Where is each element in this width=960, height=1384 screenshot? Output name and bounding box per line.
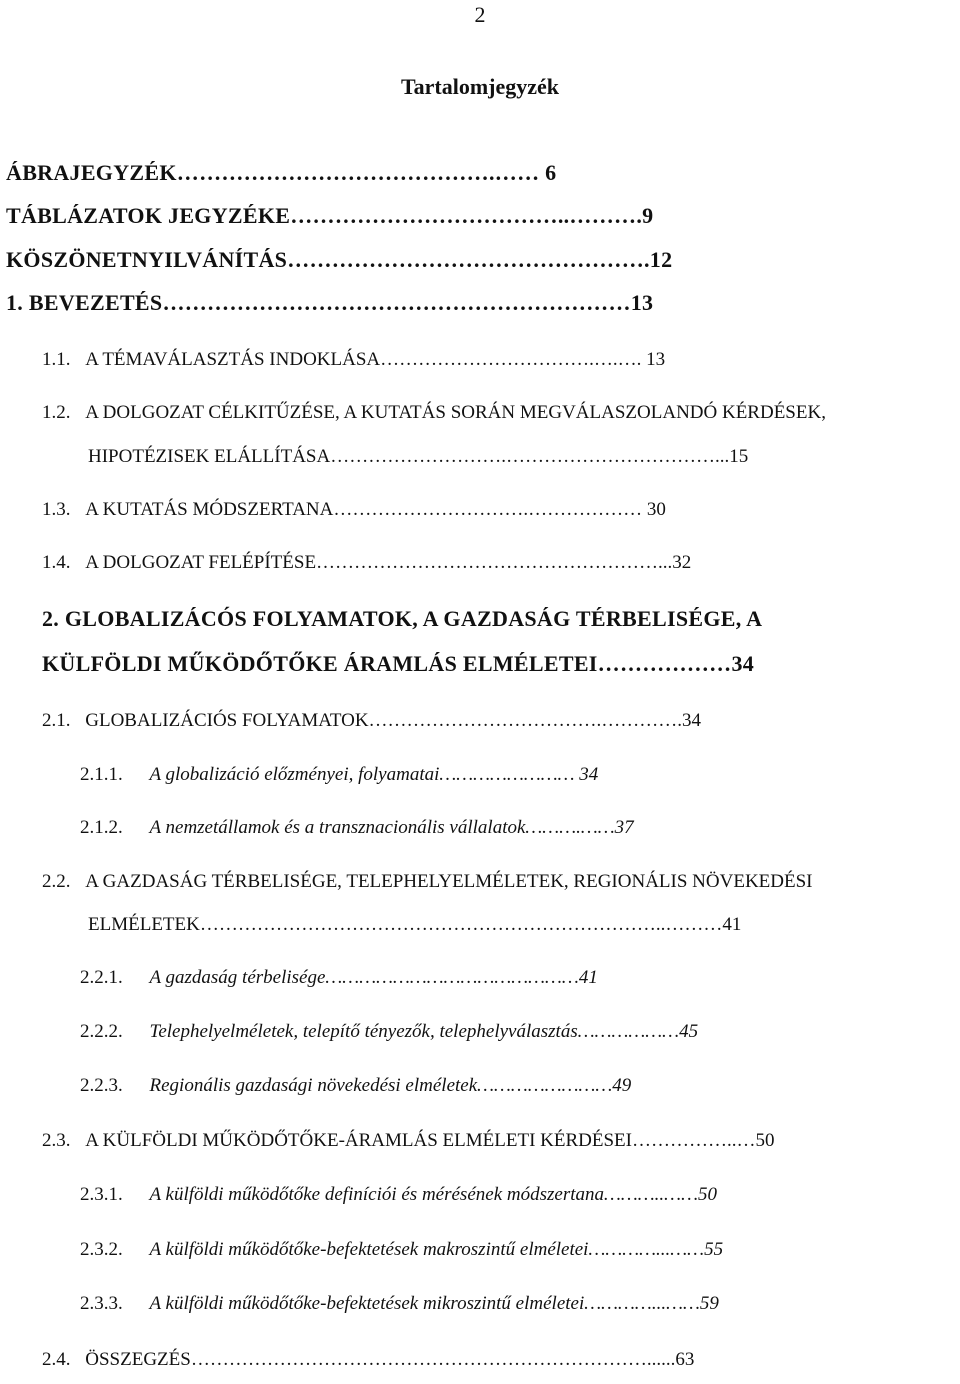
toc-entry-text: A gazdaság térbelisége………………………………………41 [149, 967, 598, 988]
toc-entry-text: A DOLGOZAT CÉLKITŰZÉSE, A KUTATÁS SORÁN MEGVÁLASZOLANDÓ KÉRDÉSEK, [85, 402, 826, 423]
toc-entry-2-2-cont[interactable] [88, 914, 960, 936]
toc-entry-text: ÖSSZEGZÉS………………………………………………………………......63 [85, 1349, 695, 1370]
toc-entry-text: KÜLFÖLDI MŰKÖDŐTŐKE ÁRAMLÁS ELMÉLETEI………………34 [42, 651, 755, 676]
toc-entry-2-1[interactable] [42, 710, 960, 732]
toc-heading: Tartalomjegyzék [400, 74, 560, 99]
toc-entry-text: ÁBRAJEGYZÉK…………………………………….…… 6 [6, 160, 557, 185]
section-number: 2.1. [42, 710, 71, 731]
toc-entry-2-1-1[interactable] [80, 764, 960, 786]
toc-entry-text: A GAZDASÁG TÉRBELISÉGE, TELEPHELYELMÉLETEK, REGIONÁLIS NÖVEKEDÉSI [85, 871, 813, 892]
toc-entry-2-cont[interactable] [42, 651, 960, 677]
section-number: 2.2.3. [80, 1075, 123, 1096]
section-number: 2.3.2. [80, 1239, 123, 1260]
toc-entry-text: A KÜLFÖLDI MŰKÖDŐTŐKE-ÁRAMLÁS ELMÉLETI KÉRDÉSEI……………..…50 [85, 1130, 775, 1151]
toc-entry-text: A külföldi működőtőke-befektetések makroszintű elméletei…………...……55 [149, 1239, 724, 1260]
toc-entry-2-3-3[interactable] [80, 1293, 960, 1315]
toc-entry-text: A TÉMAVÁLASZTÁS INDOKLÁSA…………………………….….…. 13 [85, 349, 666, 370]
toc-entry-text: GLOBALIZÁCIÓS FOLYAMATOK……………………………….………….34 [85, 710, 702, 731]
toc-entry-text: KÖSZÖNETNYILVÁNÍTÁS………………………………………….12 [6, 247, 673, 272]
toc-entry-text: A DOLGOZAT FELÉPÍTÉSE………………………………………………...32 [85, 552, 692, 573]
toc-entry-2-3[interactable] [42, 1130, 960, 1152]
section-number: 2.4. [42, 1349, 71, 1370]
section-number: 2.2. [42, 871, 71, 892]
toc-entry-text: A nemzetállamok és a transznacionális vállalatok……….……37 [149, 817, 634, 838]
section-number: 2.1.2. [80, 817, 123, 838]
toc-entry-2-1-2[interactable] [80, 817, 960, 839]
section-number: 1.3. [42, 499, 71, 520]
toc-entry-1-3[interactable] [42, 499, 960, 521]
section-number: 1.2. [42, 402, 71, 423]
toc-entry-text: 1. BEVEZETÉS………………………………………………………13 [6, 290, 654, 315]
toc-entry-2-3-2[interactable] [80, 1239, 960, 1261]
toc-entry-text: 2. GLOBALIZÁCÓS FOLYAMATOK, A GAZDASÁG TÉRBELISÉGE, A [42, 606, 763, 631]
section-number: 2.2.1. [80, 967, 123, 988]
toc-entry-2[interactable] [42, 606, 960, 632]
toc-entry-2-2-3[interactable] [80, 1075, 960, 1097]
section-number: 2.1.1. [80, 764, 123, 785]
section-number: 2.2.2. [80, 1021, 123, 1042]
toc-entry-text: TÁBLÁZATOK JEGYZÉKE………………………………..……….9 [6, 203, 654, 228]
toc-entry-bevezetes[interactable] [6, 290, 960, 316]
section-number: 2.3. [42, 1130, 71, 1151]
toc-entry-text: A külföldi működőtőke definíciói és mérésének módszertana………..……50 [149, 1184, 717, 1205]
toc-entry-2-2-1[interactable] [80, 967, 960, 989]
toc-entry-2-3-1[interactable] [80, 1184, 960, 1206]
toc-entry-text: HIPOTÉZISEK ELÁLLÍTÁSA……………………….……………………………...15 [88, 446, 749, 467]
section-number: 2.3.3. [80, 1293, 123, 1314]
toc-entry-1-4[interactable] [42, 552, 960, 574]
toc-entry-text: A külföldi működőtőke-befektetések mikroszintű elméletei…………...……59 [149, 1293, 719, 1314]
toc-entry-koszonet[interactable] [6, 247, 960, 273]
page-number: 2 [474, 2, 486, 27]
toc-entry-abrajegyzek[interactable] [6, 160, 960, 186]
section-number: 1.1. [42, 349, 71, 370]
toc-entry-2-2-2[interactable] [80, 1021, 960, 1043]
toc-entry-text: Regionális gazdasági növekedési elméletek……………………49 [149, 1075, 632, 1096]
toc-entry-text: Telephelyelméletek, telepítő tényezők, telephelyválasztás………………45 [149, 1021, 699, 1042]
toc-entry-2-2[interactable] [42, 871, 960, 893]
toc-entry-1-2[interactable] [42, 402, 960, 424]
toc-entry-1-2-cont[interactable] [88, 446, 960, 468]
toc-entry-2-4[interactable] [42, 1349, 960, 1371]
section-number: 1.4. [42, 552, 71, 573]
toc-entry-text: ELMÉLETEK………………………………………………………………..………41 [88, 914, 742, 935]
toc-entry-text: A KUTATÁS MÓDSZERTANA………………………….……………… 30 [85, 499, 666, 520]
toc-entry-tablazatok[interactable] [6, 203, 960, 229]
toc-entry-text: A globalizáció előzményei, folyamatai…………………… 34 [149, 764, 599, 785]
section-number: 2.3.1. [80, 1184, 123, 1205]
toc-entry-1-1[interactable] [42, 349, 960, 371]
